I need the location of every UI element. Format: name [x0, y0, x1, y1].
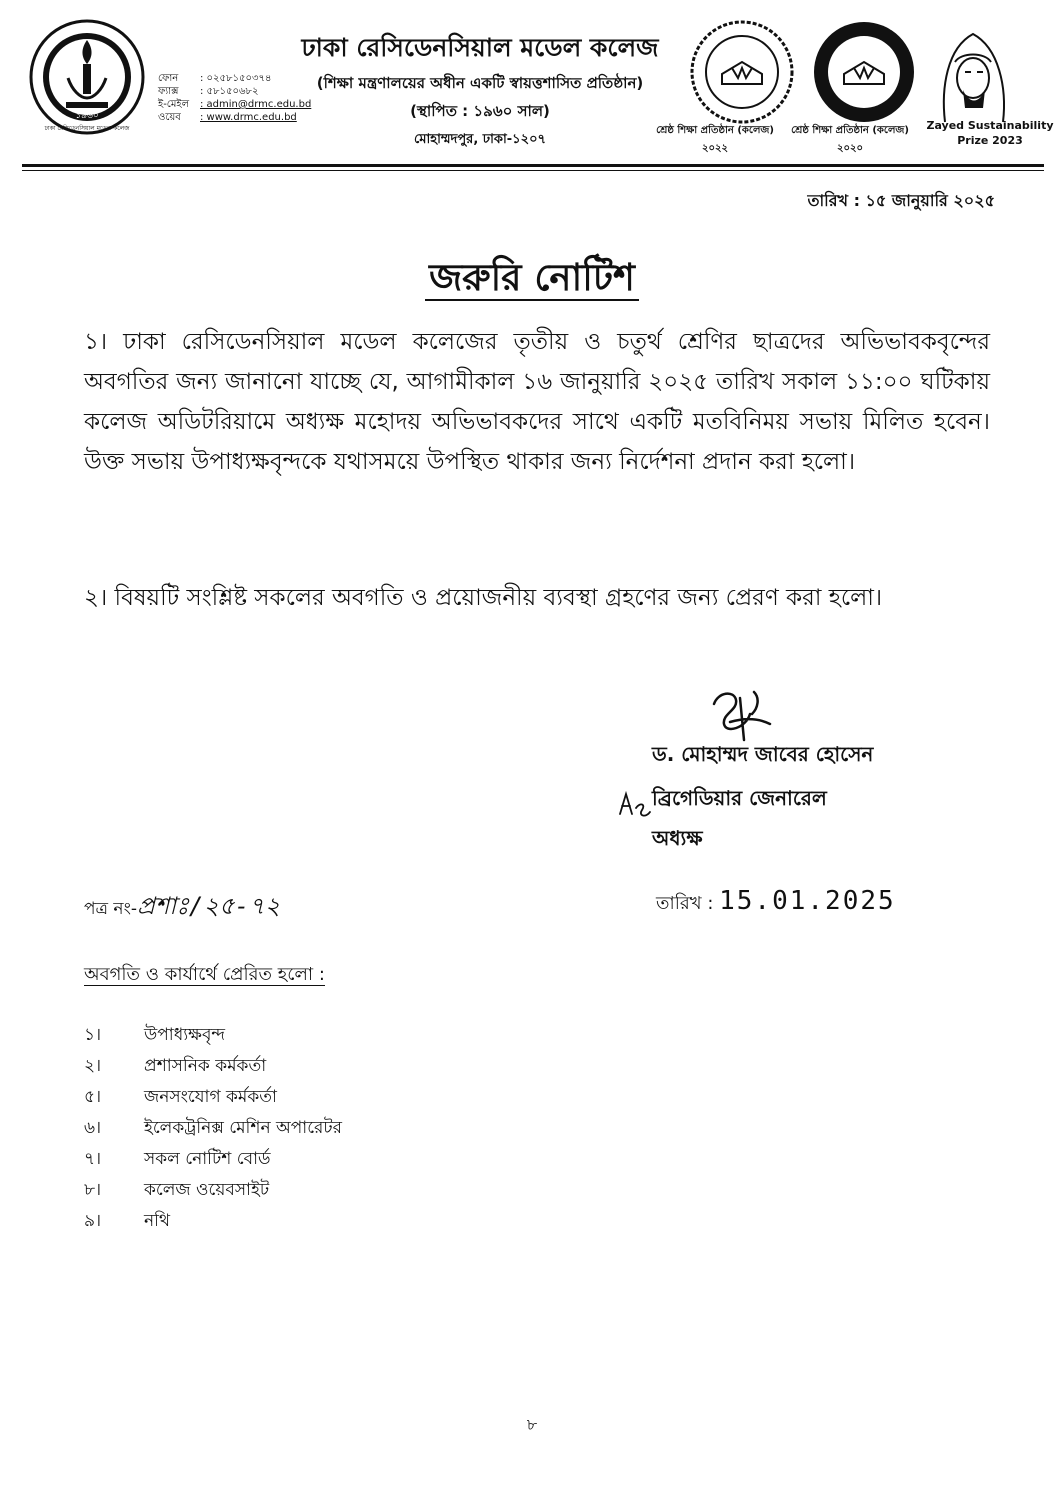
college-established: (স্থাপিত : ১৯৬০ সাল)	[410, 102, 550, 120]
notice-paragraph-1: ১। ঢাকা রেসিডেনসিয়াল মডেল কলেজের তৃতীয় ও চতুর্থ শ্রেণির ছাত্রদের অভিভাবকবৃন্দের অবগতির জন্য জানানো যাচ্ছে যে, আগামীকাল ১৬ জানুয়ারি ২০২৫ তারিখ সকাল ১১:০০ ঘটিকায় কলেজ অডিটরিয়ামে অধ্যক্ষ মহোদয় অভিভাবকদের সাথে একটি মতবিনিময় সভায় মিলিত হবেন। উক্ত সভায় উপাধ্যক্ষবৃন্দকে যথাসময়ে উপস্থিত থাকার জন্য নির্দেশনা প্রদান করা হলো।	[84, 329, 990, 475]
award-caption-2020: শ্রেষ্ঠ শিক্ষা প্রতিষ্ঠান (কলেজ) ২০২০	[791, 125, 909, 154]
zayed-prize-caption: Zayed Sustainability Prize 2023	[926, 119, 1054, 147]
header-divider	[22, 164, 1044, 167]
college-logo	[28, 18, 146, 136]
signing-date-label: তারিখ :	[656, 893, 714, 914]
award-caption-2022: শ্রেষ্ঠ শিক্ষা প্রতিষ্ঠান (কলেজ) ২০২২	[656, 125, 774, 154]
logo-ring-text: ঢাকা রেসিডেনসিয়াল মডেল কলেজ	[44, 125, 130, 132]
header-divider-thin	[22, 170, 1044, 171]
list-item: ৫। জনসংযোগ কর্মকর্তা	[84, 1087, 277, 1107]
list-item: ৯। নথি	[84, 1211, 171, 1231]
list-item: ৬। ইলেকট্রনিক্স মেশিন অপারেটর	[84, 1118, 343, 1138]
memo-value: প্রশাঃ/২৫-৭২	[137, 892, 281, 920]
college-address: মোহাম্মদপুর, ঢাকা-১২০৭	[414, 132, 546, 147]
signatory-name: ড. মোহাম্মদ জাবের হোসেন	[652, 742, 874, 766]
web-label: ওয়েব	[158, 112, 181, 123]
web-value[interactable]: : www.drmc.edu.bd	[200, 112, 297, 123]
signing-date	[656, 886, 896, 920]
notice-date: তারিখ : ১৫ জানুয়ারি ২০২৫	[807, 191, 995, 210]
initial-mark	[616, 788, 656, 822]
college-name: ঢাকা রেসিডেনসিয়াল মডেল কলেজ	[301, 33, 659, 62]
list-item: ৮। কলেজ ওয়েবসাইট	[84, 1180, 270, 1200]
memo-label: পত্র নং-	[84, 899, 138, 919]
award-seal-2022	[688, 18, 796, 126]
distribution-heading: অবগতি ও কার্যার্থে প্রেরিত হলো :	[84, 964, 325, 985]
fax-value: : ৫৮১৫০৬৮২	[200, 86, 259, 97]
email-value[interactable]: : admin@drmc.edu.bd	[200, 99, 312, 110]
memo-number	[84, 888, 280, 928]
list-item: ২। প্রশাসনিক কর্মকর্তা	[84, 1056, 267, 1076]
signatory-rank: ব্রিগেডিয়ার জেনারেল	[652, 786, 827, 810]
logo-year: ১৯৬০	[75, 111, 99, 121]
zayed-portrait-icon	[925, 18, 1020, 126]
college-subtitle: (শিক্ষা মন্ত্রণালয়ের অধীন একটি স্বায়ত্তশাসিত প্রতিষ্ঠান)	[316, 74, 644, 92]
notice-paragraph-2: ২। বিষয়টি সংশ্লিষ্ট সকলের অবগতি ও প্রয়োজনীয় ব্যবস্থা গ্রহণের জন্য প্রেরণ করা হলো।	[84, 585, 883, 611]
email-label: ই-মেইল	[158, 99, 190, 110]
page-number: ৮	[526, 1415, 538, 1434]
distribution-list	[84, 1020, 342, 1237]
award-seal-2020	[810, 18, 918, 126]
notice-title: জরুরি নোটিশ	[0, 248, 1064, 311]
list-item: ৭। সকল নোটিশ বোর্ড	[84, 1149, 271, 1169]
signatory-title: অধ্যক্ষ	[652, 826, 703, 850]
phone-value: : ০২৫৮১৫০৩৭৪	[200, 73, 272, 84]
phone-label: ফোন	[158, 73, 179, 84]
signature-mark	[700, 684, 780, 746]
fax-label: ফ্যাক্স	[158, 86, 179, 97]
list-item: ১। উপাধ্যক্ষবৃন্দ	[84, 1025, 226, 1045]
signing-date-value: 15.01.2025	[719, 886, 896, 916]
